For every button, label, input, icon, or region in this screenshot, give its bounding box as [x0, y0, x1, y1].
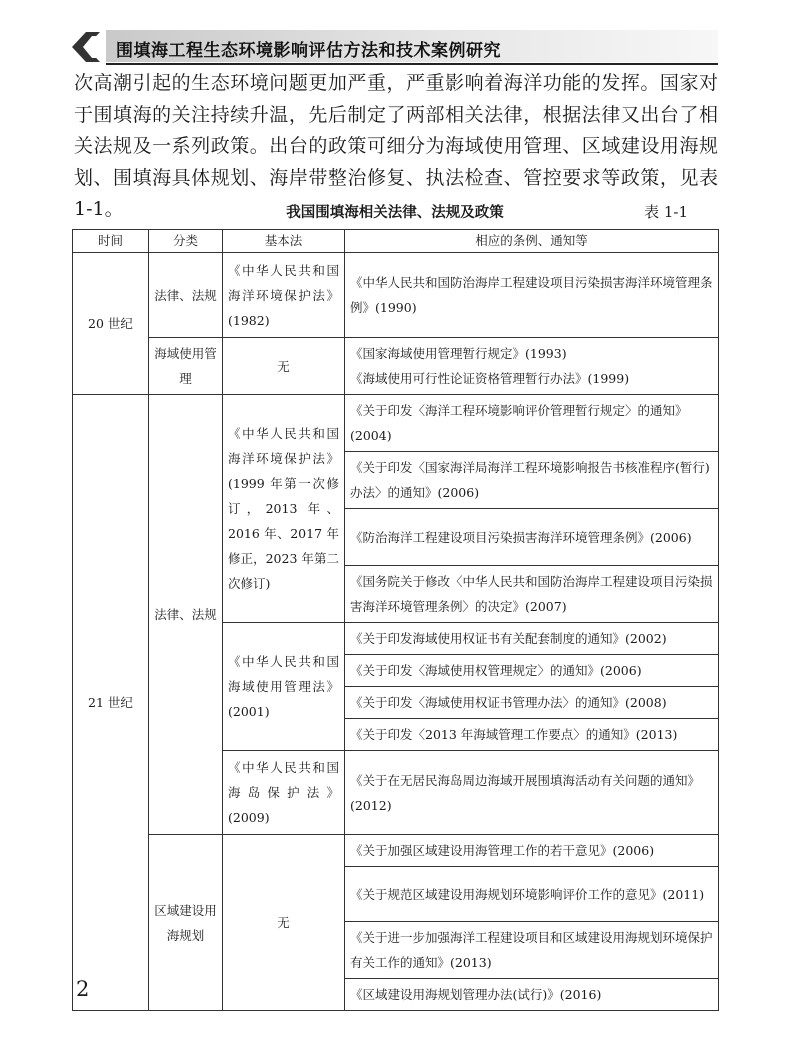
basic-law-cell: 《中华人民共和国海洋环境保护法》(1982) [223, 253, 345, 338]
item-cell [345, 338, 719, 395]
basic-law-cell: 无 [223, 338, 345, 395]
table-header-row [73, 230, 719, 253]
header-rule [106, 63, 718, 65]
basic-law-cell: 无 [223, 835, 345, 1011]
item-cell: 《区域建设用海规划管理办法(试行)》(2016) [345, 979, 719, 1011]
header-category: 分类 [149, 230, 223, 253]
page-number: 2 [76, 977, 90, 1001]
item-cell: 《关于印发〈2013 年海域管理工作要点〉的通知》(2013) [345, 719, 719, 751]
header-chevron-icon [72, 32, 100, 62]
time-cell-20th: 20 世纪 [73, 253, 149, 395]
header-time: 时间 [73, 230, 149, 253]
policy-table [72, 229, 719, 1011]
body-paragraph: 次高潮引起的生态环境问题更加严重，严重影响着海洋功能的发挥。国家对于围填海的关注持续升温，先后制定了两部相关法律，根据法律又出台了相关法规及一系列政策。出台的政策可细分为海域使用管理、区域建设用海规划、围填海具体规划、海岸带整治修复、执法检查、管控要求等政策，见表 1-1。 [74, 72, 718, 220]
table-caption [72, 201, 718, 225]
item-cell: 《关于印发〈海域使用权证书管理办法〉的通知》(2008) [345, 687, 719, 719]
item-cell: 《关于印发〈海域使用权管理规定〉的通知》(2006) [345, 655, 719, 687]
item-cell: 《防治海洋工程建设项目污染损害海洋环境管理条例》(2006) [345, 509, 719, 566]
table-title: 我国围填海相关法律、法规及政策 [286, 205, 504, 221]
item-cell: 《关于印发〈国家海洋局海洋工程环境影响报告书核准程序(暂行)办法〉的通知》(2006) [345, 452, 719, 509]
basic-law-cell: 《中华人民共和国海岛保护法》(2009) [223, 751, 345, 835]
item-cell: 《关于印发〈海洋工程环境影响评价管理暂行规定〉的通知》(2004) [345, 395, 719, 452]
item-cell: 《关于规范区域建设用海规划环境影响评价工作的意见》(2011) [345, 867, 719, 922]
item-cell: 《中华人民共和国防治海岸工程建设项目污染损害海洋环境管理条例》(1990) [345, 253, 719, 338]
header-basic-law: 基本法 [223, 230, 345, 253]
item-cell: 《关于印发海域使用权证书有关配套制度的通知》(2002) [345, 623, 719, 655]
item-line: 《国家海域使用管理暂行规定》(1993) [350, 346, 567, 361]
header-items: 相应的条例、通知等 [345, 230, 719, 253]
table-row [73, 835, 719, 867]
book-title: 围填海工程生态环境影响评估方法和技术案例研究 [116, 41, 501, 61]
item-cell: 《关于在无居民海岛周边海域开展围填海活动有关问题的通知》(2012) [345, 751, 719, 835]
category-cell: 区域建设用海规划 [149, 835, 223, 1011]
item-cell: 《关于进一步加强海洋工程建设项目和区域建设用海规划环境保护有关工作的通知》(2013) [345, 922, 719, 979]
table-row [73, 395, 719, 452]
category-cell: 法律、法规 [149, 395, 223, 835]
basic-law-cell: 《中华人民共和国海洋环境保护法》(1999 年第一次修订，2013 年、2016 年、2017 年修正，2023 年第二次修订) [223, 395, 345, 623]
item-line: 《海域使用可行性论证资格管理暂行办法》(1999) [350, 371, 630, 386]
time-cell-21st: 21 世纪 [73, 395, 149, 1011]
table-row [73, 253, 719, 338]
item-cell: 《国务院关于修改〈中华人民共和国防治海岸工程建设项目污染损害海洋环境管理条例〉的决定》(2007) [345, 566, 719, 623]
table-row [73, 338, 719, 395]
category-cell: 海域使用管理 [149, 338, 223, 395]
running-header [72, 30, 718, 64]
category-cell: 法律、法规 [149, 253, 223, 338]
item-cell: 《关于加强区域建设用海管理工作的若干意见》(2006) [345, 835, 719, 867]
basic-law-cell: 《中华人民共和国海域使用管理法》(2001) [223, 623, 345, 751]
table-number: 表 1-1 [644, 203, 688, 221]
